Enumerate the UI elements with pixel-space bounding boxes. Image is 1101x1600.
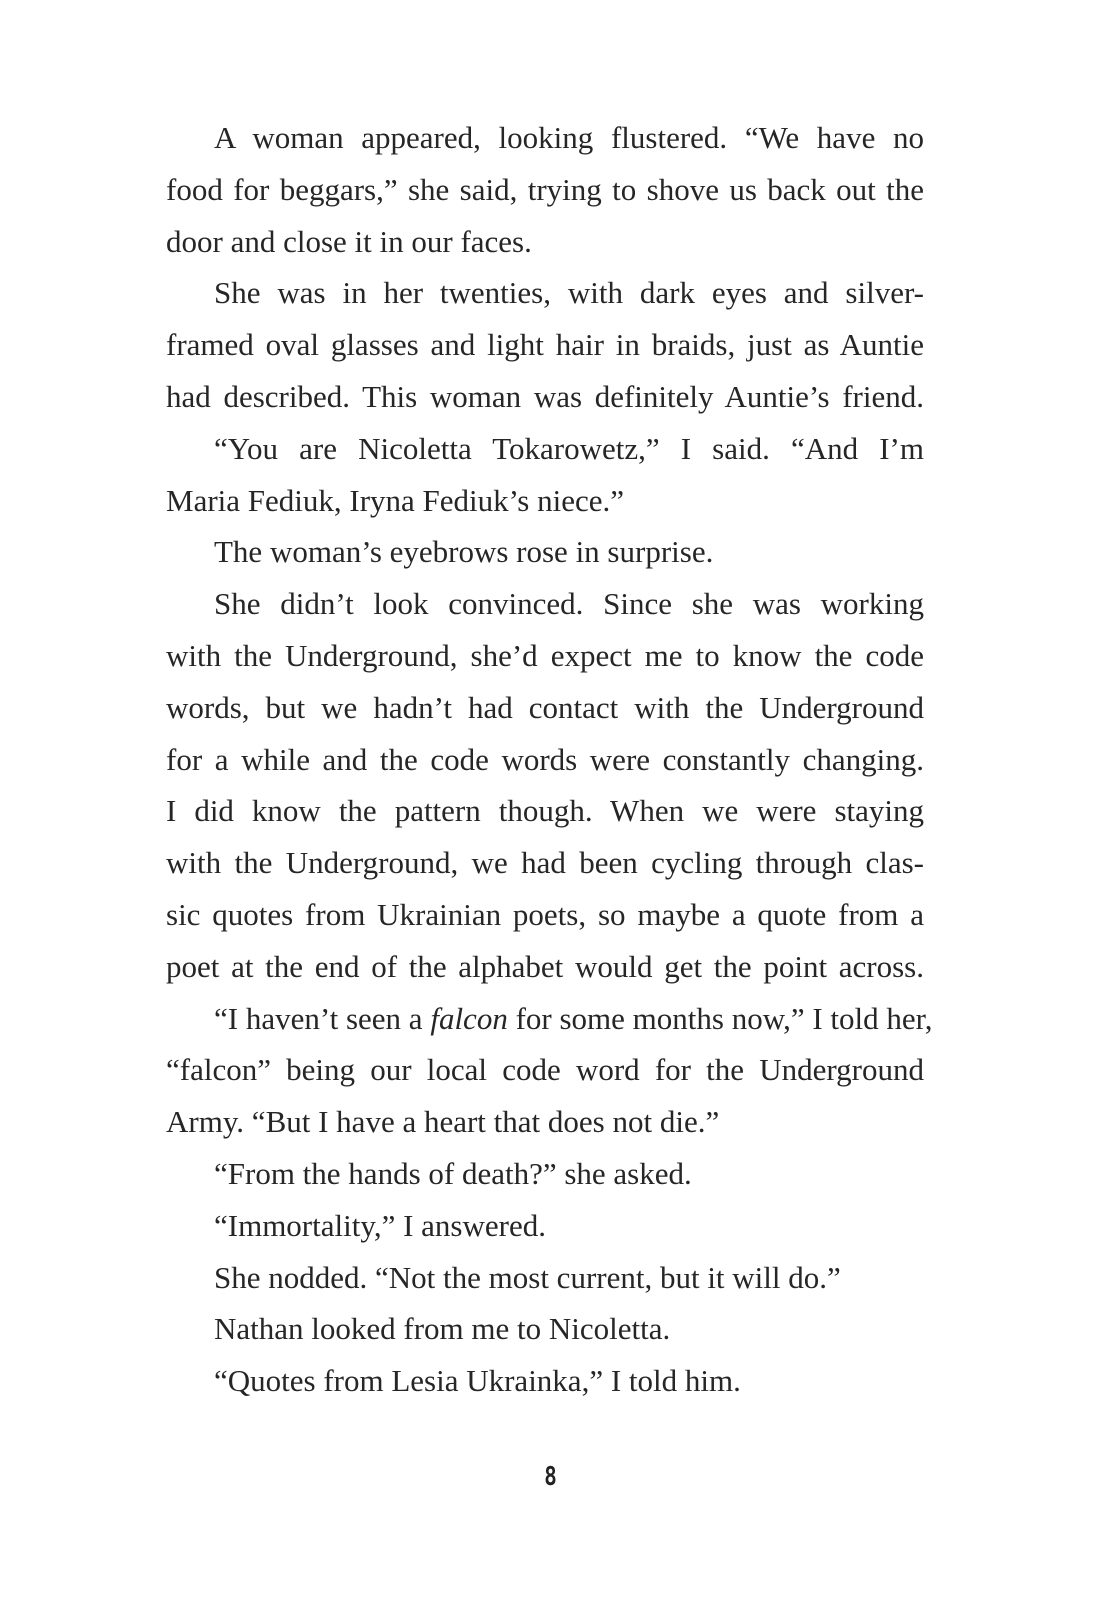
italic-word: falcon [430, 1000, 508, 1036]
text-line: with the Underground, we had been cycling through clas- [166, 845, 924, 881]
text-line: I did know the pattern though. When we were staying [166, 793, 924, 829]
text-line: “From the hands of death?” she asked. [214, 1155, 692, 1191]
text-line: The woman’s eyebrows rose in surprise. [214, 534, 714, 570]
text-line: She was in her twenties, with dark eyes and silver- [214, 275, 924, 311]
text-segment: “I haven’t seen a [214, 1000, 431, 1036]
text-line: “falcon” being our local code word for the Underground [166, 1052, 924, 1088]
text-line: sic quotes from Ukrainian poets, so maybe a quote from a [166, 896, 924, 932]
text-line-with-italic [166, 993, 933, 1045]
text-line: “Quotes from Lesia Ukrainka,” I told him. [214, 1363, 741, 1399]
text-line: food for beggars,” she said, trying to shove us back out the [166, 171, 924, 207]
text-line: poet at the end of the alphabet would get the point across. [166, 948, 924, 984]
text-line: She nodded. “Not the most current, but it will do.” [214, 1259, 841, 1295]
text-line: Nathan looked from me to Nicoletta. [214, 1311, 671, 1347]
text-line: words, but we hadn’t had contact with the Underground [166, 689, 924, 725]
page-number: 8 [544, 1462, 557, 1492]
text-line: Maria Fediuk, Iryna Fediuk’s niece.” [166, 482, 624, 518]
text-line: framed oval glasses and light hair in braids, just as Auntie [166, 327, 924, 363]
text-line: door and close it in our faces. [166, 223, 532, 259]
text-line: She didn’t look convinced. Since she was working [214, 586, 924, 622]
text-line: “Immortality,” I answered. [214, 1207, 546, 1243]
text-line: with the Underground, she’d expect me to know the code [166, 637, 924, 673]
body-text [166, 112, 933, 1407]
text-line: had described. This woman was definitely Auntie’s friend. [166, 378, 924, 414]
text-line: “You are Nicoletta Tokarowetz,” I said. “And I’m [214, 430, 924, 466]
text-line: A woman appeared, looking flustered. “We have no [214, 120, 924, 155]
text-segment: for some months now,” I told her, [507, 1000, 933, 1036]
text-line: for a while and the code words were constantly changing. [166, 741, 924, 777]
text-line: Army. “But I have a heart that does not die.” [166, 1104, 720, 1140]
